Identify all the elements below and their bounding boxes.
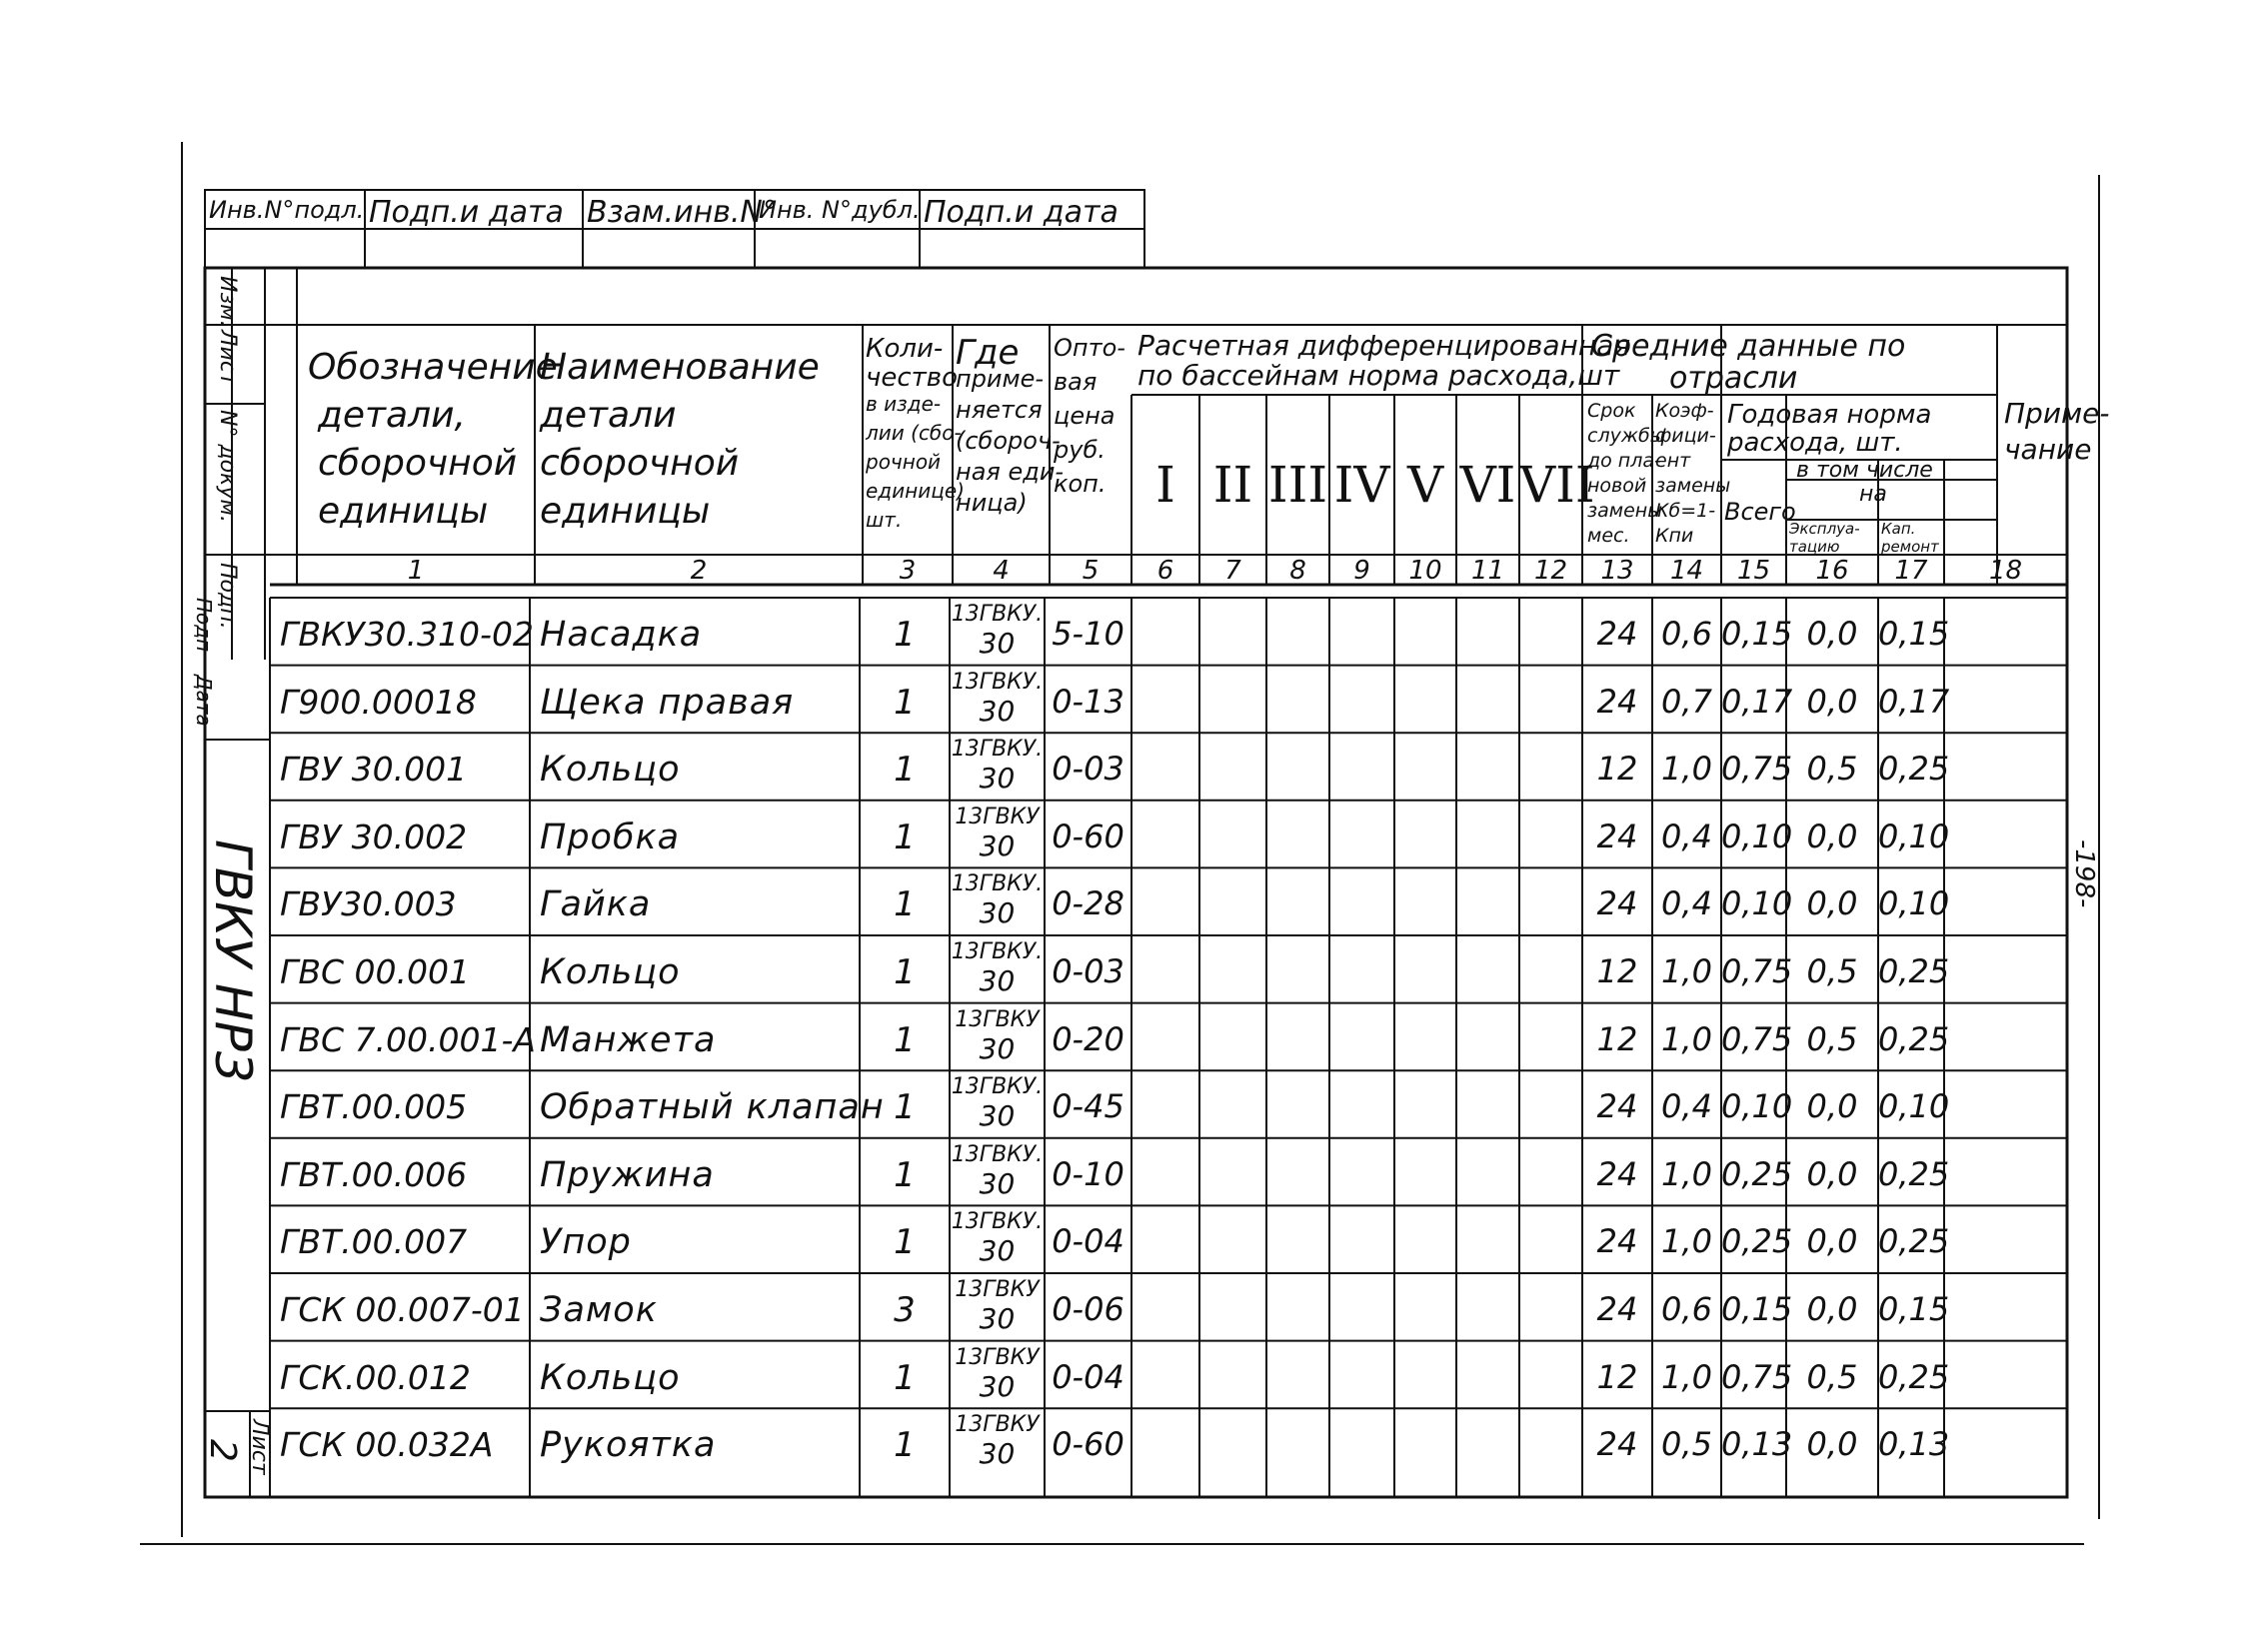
header-designation: единицы xyxy=(318,491,489,532)
row-total: 0,75 xyxy=(1721,750,1793,789)
row-qty: 1 xyxy=(894,1154,916,1195)
row-service: 24 xyxy=(1596,1222,1638,1261)
row-price: 0-03 xyxy=(1052,750,1124,789)
row-service: 24 xyxy=(1596,1425,1638,1464)
row-price: 0-60 xyxy=(1052,1425,1124,1464)
row-repair: 0,13 xyxy=(1878,1425,1950,1464)
column-number: 4 xyxy=(993,556,1010,586)
row-coef: 1,0 xyxy=(1661,1357,1712,1396)
row-total: 0,10 xyxy=(1721,1087,1793,1126)
row-qty: 1 xyxy=(894,1357,916,1398)
side-label-list-bottom: Лист xyxy=(247,1419,272,1475)
header-avg-group: отрасли xyxy=(1669,361,1798,396)
column-number: 13 xyxy=(1600,556,1634,586)
row-service: 24 xyxy=(1596,1290,1638,1328)
row-coef: 0,5 xyxy=(1661,1425,1712,1464)
row-where: 13ГВКУ xyxy=(955,1006,1040,1032)
column-number: 7 xyxy=(1224,556,1241,586)
row-where: 13ГВКУ. xyxy=(951,871,1044,897)
row-total: 0,75 xyxy=(1721,1357,1793,1396)
row-repair: 0,25 xyxy=(1878,750,1950,789)
row-designation: ГВУ 30.001 xyxy=(280,750,468,790)
row-service: 12 xyxy=(1596,750,1638,789)
row-service: 24 xyxy=(1596,817,1638,855)
column-number: 2 xyxy=(690,556,708,586)
row-qty: 1 xyxy=(894,1222,916,1263)
row-qty: 1 xyxy=(894,884,916,925)
row-where: 30 xyxy=(979,1166,1016,1200)
header-service: замены xyxy=(1587,500,1663,522)
row-coef: 1,0 xyxy=(1661,750,1712,789)
row-expl: 0,0 xyxy=(1806,884,1858,923)
row-price: 0-13 xyxy=(1052,682,1124,721)
column-number: 8 xyxy=(1289,556,1306,586)
row-expl: 0,5 xyxy=(1806,750,1858,789)
header-coef: замены xyxy=(1655,475,1731,497)
row-coef: 0,6 xyxy=(1661,615,1712,653)
row-designation: Г900.00018 xyxy=(280,682,477,722)
row-coef: 1,0 xyxy=(1661,1154,1712,1193)
column-number: 12 xyxy=(1533,556,1568,586)
row-where: 30 xyxy=(979,1302,1016,1335)
row-service: 24 xyxy=(1596,1087,1638,1126)
header-price: Опто- xyxy=(1054,334,1125,362)
header-coef: Кпи xyxy=(1655,525,1694,547)
header-incl: на xyxy=(1859,482,1887,507)
row-where: 30 xyxy=(979,627,1016,660)
header-service: мес. xyxy=(1587,525,1630,547)
row-total: 0,15 xyxy=(1721,1290,1793,1328)
row-repair: 0,17 xyxy=(1878,682,1950,721)
row-coef: 0,4 xyxy=(1661,884,1712,923)
row-qty: 1 xyxy=(894,817,916,857)
row-designation: ГСК 00.007-01 xyxy=(280,1290,525,1329)
row-designation: ГВТ.00.006 xyxy=(280,1154,468,1194)
row-service: 24 xyxy=(1596,1154,1638,1193)
row-expl: 0,0 xyxy=(1806,682,1858,721)
row-expl: 0,0 xyxy=(1806,1425,1858,1464)
column-number: 16 xyxy=(1815,556,1849,586)
column-number: 1 xyxy=(407,556,425,586)
row-expl: 0,5 xyxy=(1806,1019,1858,1058)
row-where: 13ГВКУ xyxy=(955,1412,1040,1438)
row-where: 13ГВКУ xyxy=(955,1344,1040,1370)
row-repair: 0,25 xyxy=(1878,1222,1950,1261)
column-number: 17 xyxy=(1894,556,1928,586)
row-coef: 1,0 xyxy=(1661,1019,1712,1058)
header-designation: Обозначение xyxy=(308,347,558,388)
row-qty: 1 xyxy=(894,1087,916,1128)
row-designation: ГВС 7.00.001-А xyxy=(280,1019,536,1059)
row-where: 13ГВКУ. xyxy=(951,669,1044,695)
row-coef: 0,7 xyxy=(1661,682,1712,721)
stamp-header-cell: Инв. N°дубл. xyxy=(759,196,921,224)
row-name: Упор xyxy=(540,1222,632,1263)
header-designation: детали, xyxy=(318,395,466,436)
row-where: 30 xyxy=(979,1234,1016,1268)
header-qty: шт. xyxy=(866,508,903,532)
header-coef: фици- xyxy=(1655,425,1716,447)
header-expl: тацию xyxy=(1789,538,1840,556)
header-service: службы xyxy=(1587,425,1665,447)
row-price: 0-20 xyxy=(1052,1019,1124,1058)
row-service: 24 xyxy=(1596,682,1638,721)
row-expl: 0,0 xyxy=(1806,1154,1858,1193)
row-qty: 1 xyxy=(894,952,916,992)
column-number: 9 xyxy=(1353,556,1370,586)
row-coef: 1,0 xyxy=(1661,1222,1712,1261)
row-price: 0-06 xyxy=(1052,1290,1124,1328)
row-coef: 0,4 xyxy=(1661,817,1712,855)
row-where: 30 xyxy=(979,1031,1016,1065)
header-incl: в том числе xyxy=(1796,458,1933,483)
header-coef: Коэф- xyxy=(1655,400,1714,422)
header-avg-group: Средние данные по xyxy=(1591,329,1906,364)
row-price: 0-45 xyxy=(1052,1087,1124,1126)
row-designation: ГВКУ30.310-02 xyxy=(280,615,534,654)
basin-5: V xyxy=(1406,456,1444,514)
row-price: 0-28 xyxy=(1052,884,1124,923)
header-expl: Эксплуа- xyxy=(1789,520,1860,538)
header-where: няется xyxy=(956,396,1043,424)
stamp-header-cell: Инв.N°подл. xyxy=(209,196,365,224)
row-designation: ГВУ30.003 xyxy=(280,884,457,924)
row-expl: 0,0 xyxy=(1806,1222,1858,1261)
row-qty: 3 xyxy=(894,1290,916,1330)
row-expl: 0,0 xyxy=(1806,1290,1858,1328)
header-service: новой xyxy=(1587,475,1647,497)
row-designation: ГСК.00.012 xyxy=(280,1357,471,1397)
row-total: 0,10 xyxy=(1721,884,1793,923)
row-where: 13ГВКУ. xyxy=(951,939,1044,964)
row-repair: 0,25 xyxy=(1878,1357,1950,1396)
row-name: Обратный клапан xyxy=(540,1087,885,1128)
header-price: руб. xyxy=(1054,436,1106,464)
row-where: 30 xyxy=(979,1369,1016,1403)
row-name: Пробка xyxy=(540,817,681,857)
row-total: 0,17 xyxy=(1721,682,1793,721)
header-qty: Коли- xyxy=(866,334,944,364)
header-designation: сборочной xyxy=(318,443,518,484)
side-label-podp2: Подп xyxy=(192,598,216,653)
header-qty: в изде- xyxy=(866,392,942,416)
row-where: 30 xyxy=(979,964,1016,997)
row-total: 0,15 xyxy=(1721,615,1793,653)
row-where: 30 xyxy=(979,1437,1016,1471)
row-total: 0,75 xyxy=(1721,952,1793,990)
row-name: Манжета xyxy=(540,1019,717,1060)
row-designation: ГВТ.00.007 xyxy=(280,1222,468,1262)
row-total: 0,13 xyxy=(1721,1425,1793,1464)
basin-6: VI xyxy=(1459,456,1516,514)
row-total: 0,25 xyxy=(1721,1154,1793,1193)
row-qty: 1 xyxy=(894,682,916,723)
header-coef: Кб=1- xyxy=(1655,500,1716,522)
row-where: 13ГВКУ. xyxy=(951,602,1044,627)
header-price: коп. xyxy=(1054,470,1107,498)
row-qty: 1 xyxy=(894,1019,916,1060)
side-label-n-dokum: N° докум. xyxy=(215,410,240,524)
row-price: 0-10 xyxy=(1052,1154,1124,1193)
column-number: 18 xyxy=(1988,556,2023,586)
header-repair: Кап. xyxy=(1881,520,1916,538)
row-repair: 0,10 xyxy=(1878,817,1950,855)
row-where: 13ГВКУ xyxy=(955,1277,1040,1302)
row-where: 13ГВКУ. xyxy=(951,737,1044,763)
header-note: чание xyxy=(2004,433,2092,466)
header-price: цена xyxy=(1054,402,1116,430)
row-where: 30 xyxy=(979,1099,1016,1133)
header-where: Где xyxy=(956,333,1020,373)
row-qty: 1 xyxy=(894,750,916,791)
row-where: 30 xyxy=(979,694,1016,728)
header-name: сборочной xyxy=(540,443,740,484)
row-designation: ГСК 00.032А xyxy=(280,1425,494,1465)
row-total: 0,10 xyxy=(1721,817,1793,855)
basin-4: IV xyxy=(1333,456,1390,514)
row-name: Пружина xyxy=(540,1154,715,1195)
header-price: вая xyxy=(1054,368,1098,396)
header-repair: ремонт xyxy=(1881,538,1939,556)
row-repair: 0,15 xyxy=(1878,1290,1950,1328)
side-label-data: Дата xyxy=(192,675,216,727)
row-expl: 0,0 xyxy=(1806,817,1858,855)
row-name: Щека правая xyxy=(540,682,795,723)
header-annual: Годовая норма xyxy=(1727,400,1932,430)
row-designation: ГВТ.00.005 xyxy=(280,1087,468,1127)
row-service: 12 xyxy=(1596,952,1638,990)
header-service: Срок xyxy=(1587,400,1636,422)
basin-7: VII xyxy=(1519,456,1595,514)
row-designation: ГВС 00.001 xyxy=(280,952,471,991)
row-name: Кольцо xyxy=(540,750,681,791)
row-name: Гайка xyxy=(540,884,652,925)
row-where: 30 xyxy=(979,762,1016,796)
row-expl: 0,0 xyxy=(1806,1087,1858,1126)
column-number: 5 xyxy=(1082,556,1100,586)
header-where: ница) xyxy=(956,489,1028,517)
page-number: -198- xyxy=(2069,839,2099,908)
row-repair: 0,15 xyxy=(1878,615,1950,653)
column-number: 15 xyxy=(1736,556,1771,586)
row-coef: 0,4 xyxy=(1661,1087,1712,1126)
row-service: 12 xyxy=(1596,1019,1638,1058)
row-price: 5-10 xyxy=(1052,615,1124,653)
row-repair: 0,25 xyxy=(1878,1019,1950,1058)
basin-2: II xyxy=(1212,456,1253,514)
header-service: до пла- xyxy=(1587,450,1661,472)
row-repair: 0,10 xyxy=(1878,1087,1950,1126)
row-total: 0,25 xyxy=(1721,1222,1793,1261)
row-service: 24 xyxy=(1596,615,1638,653)
row-designation: ГВУ 30.002 xyxy=(280,817,468,856)
header-annual: расхода, шт. xyxy=(1727,428,1903,458)
row-name: Кольцо xyxy=(540,1357,681,1398)
header-qty: рочной xyxy=(866,450,942,474)
row-where: 13ГВКУ. xyxy=(951,1074,1044,1100)
row-coef: 0,6 xyxy=(1661,1290,1712,1328)
row-price: 0-03 xyxy=(1052,952,1124,990)
row-where: 13ГВКУ xyxy=(955,804,1040,829)
list-number: 2 xyxy=(202,1439,243,1462)
header-coef: ент xyxy=(1655,450,1691,472)
column-number: 14 xyxy=(1669,556,1704,586)
row-name: Рукоятка xyxy=(540,1425,717,1466)
header-name: единицы xyxy=(540,491,711,532)
row-price: 0-04 xyxy=(1052,1222,1124,1261)
column-number: 11 xyxy=(1470,556,1505,586)
row-name: Кольцо xyxy=(540,952,681,992)
column-number: 3 xyxy=(899,556,917,586)
header-where: приме- xyxy=(956,365,1045,393)
header-name: детали xyxy=(540,395,677,436)
row-price: 0-60 xyxy=(1052,817,1124,855)
row-where: 13ГВКУ. xyxy=(951,1141,1044,1167)
header-norm-group: по бассейнам норма расхода,шт xyxy=(1137,359,1620,392)
row-where: 13ГВКУ. xyxy=(951,1209,1044,1235)
row-name: Насадка xyxy=(540,615,703,655)
side-label-podp: Подп. xyxy=(215,563,240,630)
header-qty: лии (сбо- xyxy=(866,421,962,445)
row-qty: 1 xyxy=(894,615,916,655)
header-name: Наименование xyxy=(540,347,820,388)
row-expl: 0,5 xyxy=(1806,952,1858,990)
basin-1: I xyxy=(1155,456,1175,514)
stamp-header-cell: Подп.и дата xyxy=(924,195,1119,230)
row-expl: 0,0 xyxy=(1806,615,1858,653)
column-number: 10 xyxy=(1408,556,1442,586)
row-total: 0,75 xyxy=(1721,1019,1793,1058)
header-where: (сбороч- xyxy=(956,427,1061,455)
side-label-list: Лист xyxy=(215,330,240,386)
doc-code-label: ГВКУ НР3 xyxy=(204,839,262,1083)
column-number: 6 xyxy=(1156,556,1174,586)
header-total: Всего xyxy=(1724,498,1796,526)
row-repair: 0,10 xyxy=(1878,884,1950,923)
side-label-izm: Изм. xyxy=(215,276,240,328)
header-qty: чество xyxy=(866,363,959,393)
row-coef: 1,0 xyxy=(1661,952,1712,990)
header-where: ная еди- xyxy=(956,458,1065,486)
row-repair: 0,25 xyxy=(1878,952,1950,990)
stamp-header-cell: Взам.инв.N° xyxy=(587,195,778,230)
stamp-header-cell: Подп.и дата xyxy=(369,195,564,230)
row-expl: 0,5 xyxy=(1806,1357,1858,1396)
row-where: 30 xyxy=(979,828,1016,862)
row-repair: 0,25 xyxy=(1878,1154,1950,1193)
row-service: 24 xyxy=(1596,884,1638,923)
row-service: 12 xyxy=(1596,1357,1638,1396)
header-qty: единице) xyxy=(866,479,965,503)
header-norm-group: Расчетная дифференцированная xyxy=(1137,329,1631,362)
basin-3: III xyxy=(1267,456,1328,514)
row-name: Замок xyxy=(540,1290,658,1330)
row-where: 30 xyxy=(979,896,1016,930)
row-price: 0-04 xyxy=(1052,1357,1124,1396)
row-qty: 1 xyxy=(894,1425,916,1466)
header-note: Приме- xyxy=(2004,397,2110,430)
